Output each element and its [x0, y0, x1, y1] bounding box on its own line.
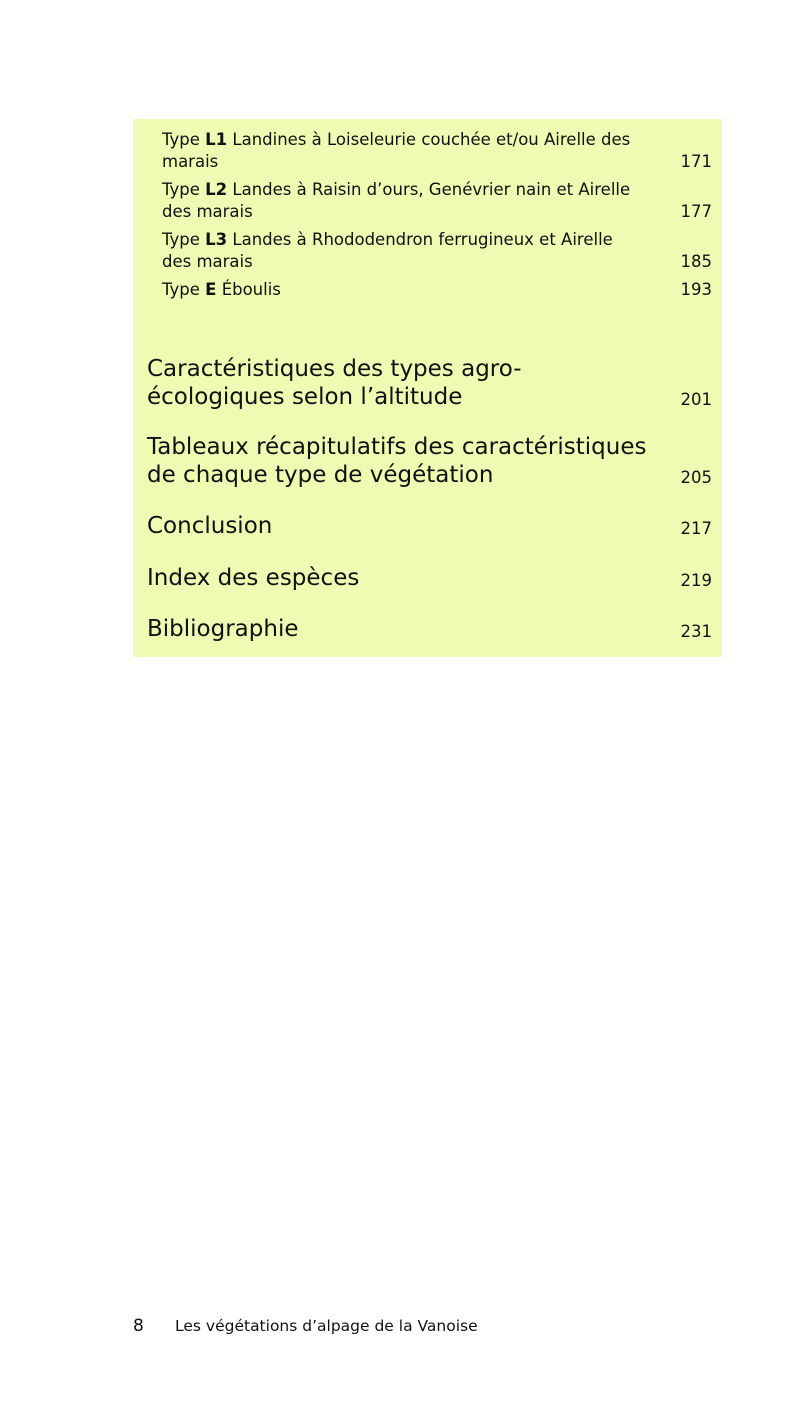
- toc-entry-type-e[interactable]: [162, 279, 712, 301]
- toc-entry-title: Caractéristiques des types agro-écologiques selon l’altitude: [147, 356, 522, 410]
- toc-entry-page: 205: [680, 468, 712, 487]
- toc-entry-bibliographie[interactable]: [147, 615, 712, 643]
- toc-entry-title: Tableaux récapitulatifs des caractéristiques de chaque type de végétation: [147, 434, 647, 488]
- toc-entry-page: 201: [680, 390, 712, 409]
- page-footer: [133, 1315, 478, 1337]
- toc-entry-tableaux[interactable]: [147, 433, 712, 489]
- toc-entry-page: 171: [680, 152, 712, 171]
- toc-entry-title: Type L3 Landes à Rhododendron ferrugineux et Airelle des marais: [162, 230, 613, 271]
- page-number: 8: [133, 1316, 144, 1336]
- toc-entry-title: Type E Éboulis: [162, 280, 281, 299]
- toc-entry-page: 231: [680, 622, 712, 641]
- toc-entry-index[interactable]: [147, 564, 712, 592]
- toc-entry-page: 219: [680, 571, 712, 590]
- toc-entry-title: Conclusion: [147, 513, 273, 539]
- toc-entry-page: 193: [680, 280, 712, 299]
- toc-entry-title: Type L1 Landines à Loiseleurie couchée et/ou Airelle des marais: [162, 130, 631, 171]
- running-title: Les végétations d’alpage de la Vanoise: [175, 1317, 478, 1335]
- toc-entry-title: Bibliographie: [147, 616, 299, 642]
- toc-entry-type-l2[interactable]: [162, 179, 712, 223]
- type-code: L1: [205, 130, 228, 149]
- toc-entry-type-l1[interactable]: [162, 129, 712, 173]
- toc-entry-caracteristiques[interactable]: [147, 355, 712, 411]
- toc-entry-page: 185: [680, 252, 712, 271]
- type-code: L2: [205, 180, 228, 199]
- type-code: E: [205, 280, 217, 299]
- toc-entry-type-l3[interactable]: [162, 229, 712, 273]
- table-of-contents: [133, 119, 722, 657]
- toc-entry-page: 217: [680, 519, 712, 538]
- type-code: L3: [205, 230, 228, 249]
- toc-entry-title: Type L2 Landes à Raisin d’ours, Genévrier nain et Airelle des marais: [162, 180, 631, 221]
- toc-entry-page: 177: [680, 202, 712, 221]
- toc-entry-conclusion[interactable]: [147, 512, 712, 540]
- toc-entry-title: Index des espèces: [147, 565, 360, 591]
